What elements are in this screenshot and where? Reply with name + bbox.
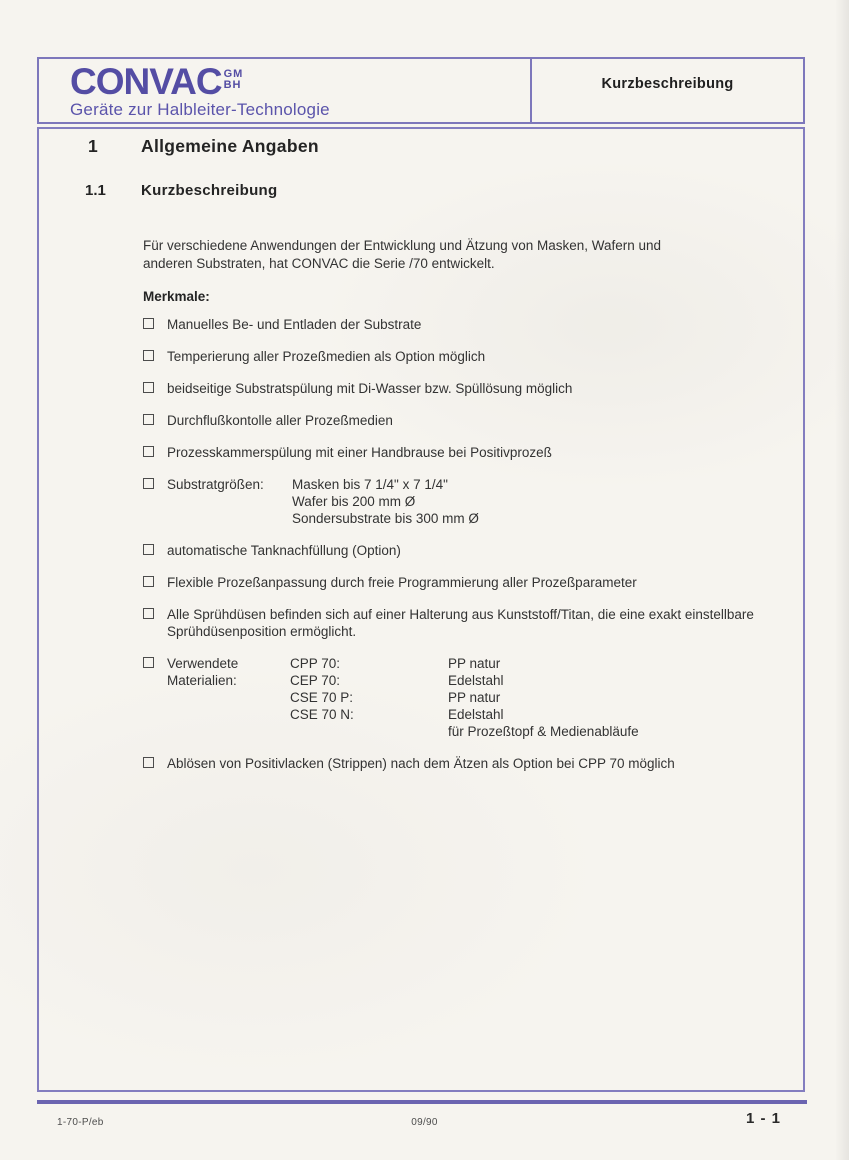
materials-row: [290, 723, 639, 740]
footer-page-number: 1 - 1: [746, 1110, 782, 1127]
material-value: PP natur: [448, 690, 501, 705]
feature-text: Ablösen von Positivlacken (Strippen) nach dem Ätzen als Option bei CPP 70 möglich: [167, 756, 675, 771]
checkbox-icon: [143, 414, 154, 425]
header-doc-type-cell: [532, 59, 803, 122]
feature-item: [143, 380, 773, 397]
logo-suffix-bottom: BH: [223, 79, 242, 91]
feature-item: [143, 444, 773, 461]
subsection-heading: [85, 182, 277, 199]
checkbox-icon: [143, 576, 154, 587]
subsection-title: Kurzbeschreibung: [141, 182, 278, 199]
material-value: Edelstahl: [448, 707, 504, 722]
subsection-number: 1.1: [85, 182, 106, 199]
checkbox-icon: [143, 657, 154, 668]
company-tagline: Geräte zur Halbleiter-Technologie: [70, 100, 330, 119]
feature-item-substrate-sizes: [143, 476, 773, 527]
footer-doc-code: 1-70-P/eb: [57, 1117, 104, 1128]
materials-row: [290, 655, 639, 672]
feature-item: [143, 574, 773, 591]
footer-date: 09/90: [411, 1117, 438, 1128]
feature-text: beidseitige Substratspülung mit Di-Wasser bzw. Spüllösung möglich: [167, 381, 573, 396]
feature-text: Durchflußkontolle aller Prozeßmedien: [167, 413, 393, 428]
checkbox-icon: [143, 350, 154, 361]
material-model: CPP 70:: [290, 656, 341, 671]
checkbox-icon: [143, 478, 154, 489]
bottom-rule: [37, 1100, 807, 1104]
materials-row: [290, 672, 639, 689]
section-number: 1: [88, 136, 98, 156]
substrate-size-values: [292, 476, 479, 527]
materials-row: [290, 689, 639, 706]
material-model: CEP 70:: [290, 673, 341, 688]
feature-text: Prozesskammerspülung mit einer Handbrause bei Positivprozeß: [167, 445, 552, 460]
feature-item: [143, 606, 773, 640]
material-model: [290, 723, 448, 740]
logo-suffix-top: GM: [223, 68, 244, 80]
logo-row: [70, 61, 530, 102]
checkbox-icon: [143, 608, 154, 619]
checkbox-icon: [143, 318, 154, 329]
feature-label: Substratgrößen:: [167, 477, 264, 492]
header: [37, 57, 805, 124]
section-title: Allgemeine Angaben: [141, 136, 319, 156]
feature-item: [143, 348, 773, 365]
checkbox-icon: [143, 757, 154, 768]
substrate-size-line: Wafer bis 200 mm Ø: [292, 494, 416, 509]
features-heading: Merkmale:: [143, 289, 210, 304]
substrate-size-line: Masken bis 7 1/4" x 7 1/4": [292, 477, 448, 492]
feature-text: Flexible Prozeßanpassung durch freie Programmierung aller Prozeßparameter: [167, 575, 637, 590]
feature-item: [143, 755, 773, 772]
feature-item: [143, 412, 773, 429]
intro-paragraph: Für verschiedene Anwendungen der Entwicklung und Ätzung von Masken, Wafern und anderen Substraten, hat CONVAC die Serie /70 entwickelt.: [143, 238, 662, 271]
checkbox-icon: [143, 382, 154, 393]
feature-item-materials: [143, 655, 773, 740]
company-legal-form: [224, 69, 244, 91]
material-value: PP natur: [448, 656, 501, 671]
document-type-label: Kurzbeschreibung: [601, 76, 734, 92]
feature-text: automatische Tanknachfüllung (Option): [167, 543, 401, 558]
material-value: Edelstahl: [448, 673, 504, 688]
feature-label: Verwendete Materialien:: [167, 656, 239, 688]
materials-table: [290, 655, 639, 740]
feature-text: Alle Sprühdüsen befinden sich auf einer Halterung aus Kunststoff/Titan, die eine exakt einstellbare Sprühdüsenposition ermöglicht.: [167, 607, 754, 639]
checkbox-icon: [143, 446, 154, 457]
feature-text: Temperierung aller Prozeßmedien als Option möglich: [167, 349, 486, 364]
company-logo-block: [39, 59, 532, 122]
checkbox-icon: [143, 544, 154, 555]
material-model: CSE 70 P:: [290, 690, 354, 705]
substrate-size-line: Sondersubstrate bis 300 mm Ø: [292, 511, 479, 526]
materials-row: [290, 706, 639, 723]
feature-item: [143, 316, 773, 333]
feature-item: [143, 542, 773, 559]
material-model: CSE 70 N:: [290, 707, 354, 722]
feature-list: [143, 316, 773, 787]
section-heading: [88, 136, 319, 157]
material-value: für Prozeßtopf & Medienabläufe: [448, 724, 639, 739]
company-logo: CONVAC: [70, 61, 222, 102]
feature-text: Manuelles Be- und Entladen der Substrate: [167, 317, 422, 332]
